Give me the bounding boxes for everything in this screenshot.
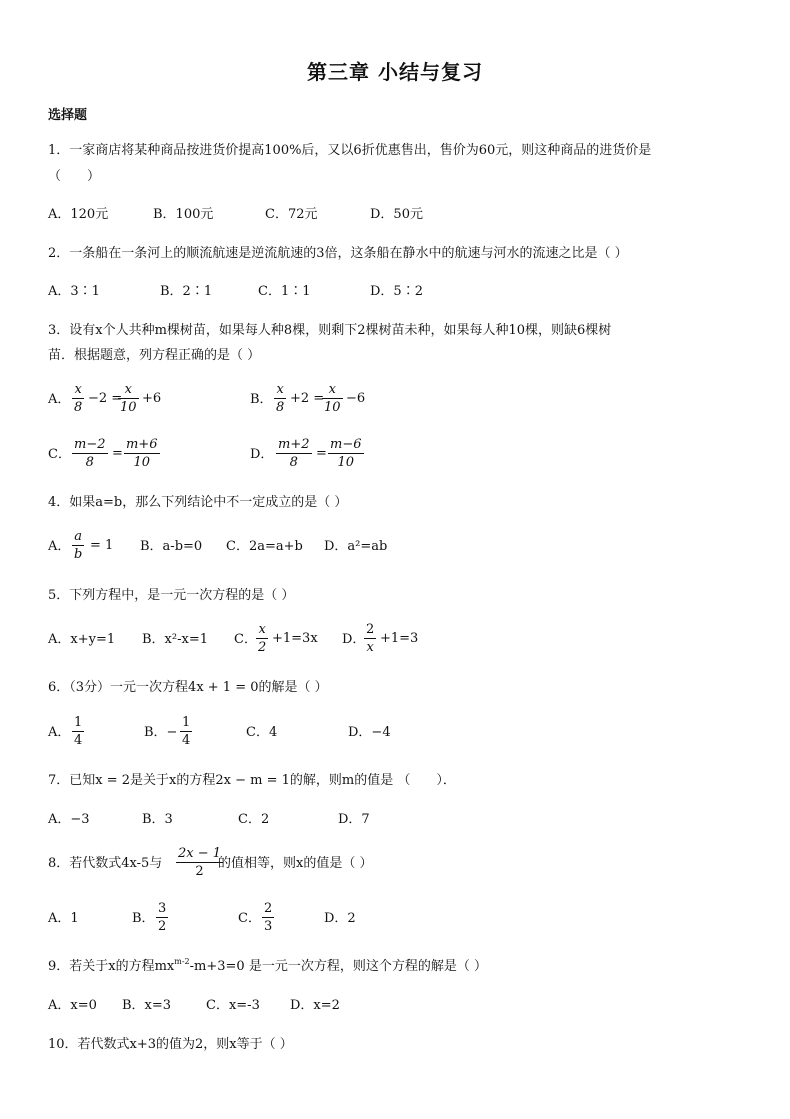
q6-option-a-label: A． <box>48 725 71 740</box>
q3-option-b-fraction-1: $\frac{x}{8}$ <box>276 382 285 415</box>
q3-option-b-tail: −6 <box>346 391 366 406</box>
q3-option-a-fraction-2: $\frac{x}{10}$ <box>120 382 137 415</box>
q5-option-d-tail: +1=3 <box>380 631 419 646</box>
q3-option-a-tail: +6 <box>142 391 162 406</box>
q8-option-c-label: C． <box>238 911 261 926</box>
q8-option-b-fraction: $\frac{3}{2}$ <box>158 901 167 934</box>
question-9-text: 9．若关于x的方程$mx^{m-2}-m+3=0$ 是一元一次方程，则这个方程的解是（ ） <box>48 957 487 974</box>
q6-option-d: D．−4 <box>348 725 391 740</box>
q8-option-a: A．1 <box>48 911 79 926</box>
q9-option-b: B．x=3 <box>122 998 172 1013</box>
q2-option-d: D．5∶2 <box>370 284 423 299</box>
q3-option-b-op: +2 = <box>290 391 325 406</box>
question-1-text: 1．一家商店将某种商品按进货价提高100%后，又以6折优惠售出，售价为60元，则这种商品的进货价是 <box>48 143 652 158</box>
q3-option-a-fraction-1: $\frac{x}{8}$ <box>74 382 83 415</box>
q4-option-c: C．2a=a+b <box>226 539 303 554</box>
q5-option-d-fraction: $\frac{2}{x}$ <box>366 622 375 655</box>
q5-option-c-tail: +1=3x <box>272 631 318 646</box>
q5-option-d-label: D． <box>342 632 366 647</box>
q3-option-c-fraction-1: $\frac{m-2}{8}$ <box>74 437 106 470</box>
q7-option-b: B．3 <box>142 812 173 827</box>
q1-option-c: C．72元 <box>265 207 318 222</box>
q3-option-c-op: = <box>112 446 123 461</box>
q8-option-b-label: B． <box>132 911 155 926</box>
q9-exponent: m-2 <box>174 957 190 966</box>
q3-option-a-label: A． <box>48 392 71 407</box>
q9-option-a: A．x=0 <box>48 998 97 1013</box>
q5-option-a: A．x+y=1 <box>48 632 116 647</box>
section-heading: 选择题 <box>48 108 88 123</box>
question-4-text: 4．如果a=b，那么下列结论中不一定成立的是（ ） <box>48 495 348 510</box>
q3-option-b-label: B． <box>250 392 273 407</box>
q6-option-c: C．4 <box>246 725 278 740</box>
question-8-text-post: 的值相等，则x的值是（ ） <box>218 856 373 871</box>
q3-option-c-label: C． <box>48 447 71 462</box>
page-title: 第三章 小结与复习 <box>307 60 483 84</box>
question-10-text: 10．若代数式x+3的值为2，则x等于（ ） <box>48 1037 293 1052</box>
q1-option-b: B．100元 <box>153 207 214 222</box>
q2-option-c: C．1∶1 <box>258 284 311 299</box>
question-3-text: 3．设有x个人共种m棵树苗，如果每人种8棵，则剩下2棵树苗未种，如果每人种10棵，则缺6棵树 <box>48 323 612 338</box>
q1-option-d: D．50元 <box>370 207 423 222</box>
q7-option-a: A．−3 <box>48 812 90 827</box>
q5-option-c-fraction: $\frac{x}{2}$ <box>258 622 267 655</box>
q3-option-d-fraction-2: $\frac{m-6}{10}$ <box>330 437 362 470</box>
q3-option-d-label: D． <box>250 447 274 462</box>
question-2-text: 2．一条船在一条河上的顺流航速是逆流航速的3倍，这条船在静水中的航速与河水的流速之比是（ ） <box>48 246 628 261</box>
q5-option-c-label: C． <box>234 632 257 647</box>
q2-option-a: A．3∶1 <box>48 284 100 299</box>
q9-option-c: C．x=-3 <box>206 998 260 1013</box>
q4-option-d: D．a²=ab <box>324 539 388 554</box>
q2-option-b: B．2∶1 <box>160 284 213 299</box>
question-8-text-pre: 8．若代数式4x-5与 <box>48 856 163 871</box>
q4-option-a-label: A． <box>48 539 71 554</box>
q8-fraction: $\frac{2x - 1}{2}$ <box>178 846 222 879</box>
q5-option-b: B．x²-x=1 <box>142 632 208 647</box>
q6-option-b-label: B．− <box>144 725 178 740</box>
q3-option-d-op: = <box>316 446 327 461</box>
q3-option-d-fraction-1: $\frac{m+2}{8}$ <box>278 437 310 470</box>
q9-option-d: D．x=2 <box>290 998 340 1013</box>
q8-option-c-fraction: $\frac{2}{3}$ <box>264 901 273 934</box>
question-5-text: 5．下列方程中，是一元一次方程的是（ ） <box>48 588 295 603</box>
q7-option-c: C．2 <box>238 812 270 827</box>
q3-option-b-fraction-2: $\frac{x}{10}$ <box>324 382 341 415</box>
question-7-text: 7．已知x = 2是关于x的方程2x − m = 1的解，则m的值是 （ ）． <box>48 773 456 788</box>
q8-option-d: D．2 <box>324 911 356 926</box>
q4-option-a-tail: = 1 <box>90 538 114 553</box>
q3-option-c-fraction-2: $\frac{m+6}{10}$ <box>126 437 158 470</box>
question-1-text-cont: （ ） <box>48 169 101 184</box>
q3-option-a-op: −2 = <box>88 391 123 406</box>
q1-option-a: A．120元 <box>48 207 109 222</box>
question-6-text: 6．（3分）一元一次方程4x + 1 = 0的解是（ ） <box>48 680 328 695</box>
q6-option-b-fraction: $\frac{1}{4}$ <box>182 715 191 748</box>
q7-option-d: D．7 <box>338 812 370 827</box>
q4-option-b: B．a-b=0 <box>140 539 203 554</box>
question-3-text-cont: 苗．根据题意，列方程正确的是（ ） <box>48 348 261 363</box>
q4-option-a-fraction: $\frac{a}{b}$ <box>74 529 83 562</box>
q6-option-a-fraction: $\frac{1}{4}$ <box>74 715 83 748</box>
